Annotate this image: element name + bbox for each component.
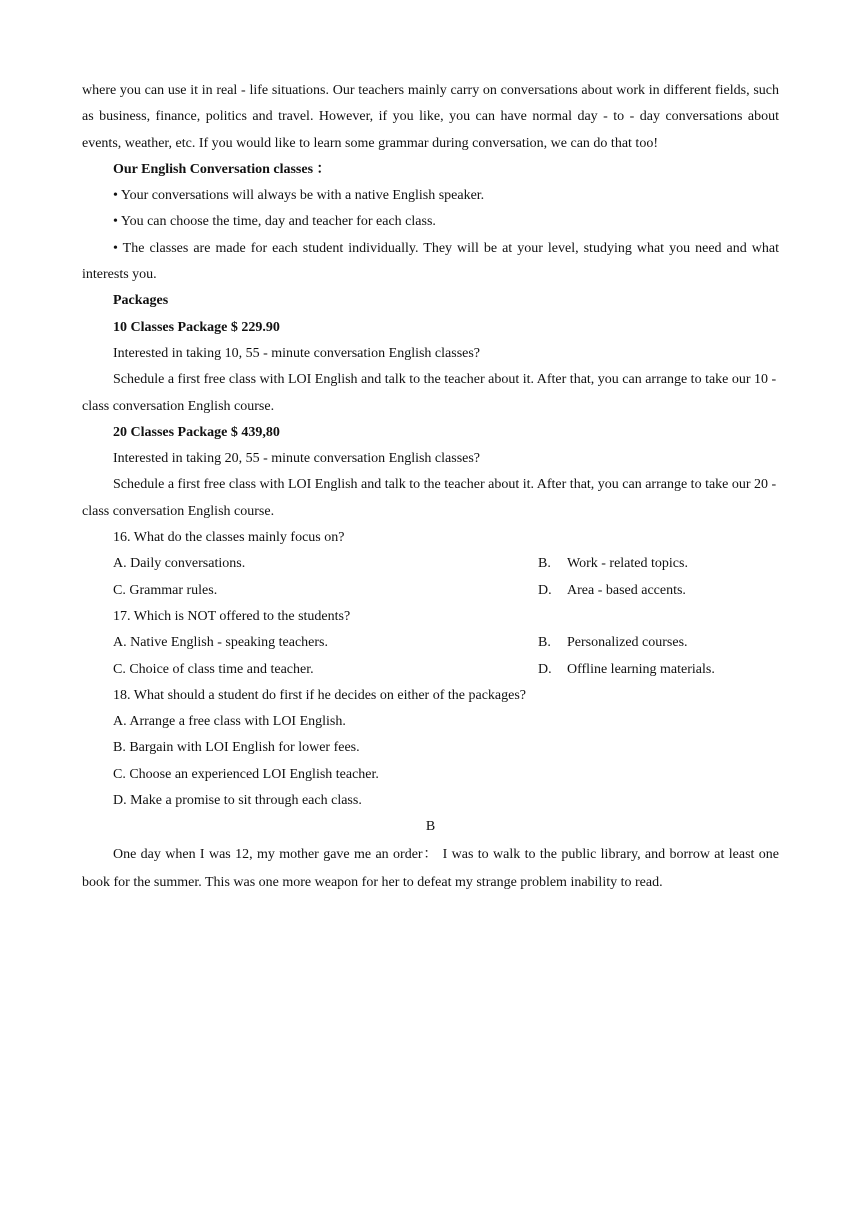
option-text: Offline learning materials.: [567, 661, 715, 677]
question-17-options-row-1: [82, 630, 779, 656]
question-16-options-row-1: [82, 551, 779, 577]
question-16-option-d: [538, 578, 686, 604]
question-17-option-d: [538, 657, 715, 683]
question-17-options-row-2: [82, 657, 779, 683]
option-text: Work - related topics.: [567, 556, 688, 572]
section-b-label: B: [425, 819, 436, 835]
option-letter: B.: [538, 556, 551, 572]
package-1-question: Interested in taking 10, 55 - minute conversation English classes?: [113, 345, 481, 361]
option-letter: D.: [538, 582, 552, 598]
classes-bullet-1: • Your conversations will always be with a native English speaker.: [113, 188, 485, 204]
question-17-option-a: A. Native English - speaking teachers.: [113, 635, 328, 651]
question-18-option-b: B. Bargain with LOI English for lower fees.: [113, 740, 360, 756]
question-17-option-c: C. Choice of class time and teacher.: [113, 661, 314, 677]
classes-bullet-2: • You can choose the time, day and teacher for each class.: [113, 214, 436, 230]
section-b-paragraph: One day when I was 12, my mother gave me an order： I was to walk to the public library, and borrow at least one book for the summer. This was one more weapon for her to defeat my strange problem inability to read.: [82, 846, 779, 890]
package-1-detail: Schedule a first free class with LOI English and talk to the teacher about it. After that, you can arrange to take our 10 - class conversation English course.: [82, 372, 777, 414]
question-16-stem: 16. What do the classes mainly focus on?: [113, 530, 345, 546]
question-18-option-a: A. Arrange a free class with LOI English.: [113, 714, 346, 730]
package-1-title: 10 Classes Package $ 229.90: [113, 319, 280, 335]
document-page: [82, 78, 779, 897]
package-2-detail: Schedule a first free class with LOI English and talk to the teacher about it. After that, you can arrange to take our 20 - class conversation English course.: [82, 477, 777, 519]
package-2-question: Interested in taking 20, 55 - minute conversation English classes?: [113, 451, 481, 467]
question-18-option-c: C. Choose an experienced LOI English teacher.: [113, 766, 379, 782]
packages-heading: Packages: [113, 293, 169, 309]
question-16-options-row-2: [82, 578, 779, 604]
question-17-stem: 17. Which is NOT offered to the students?: [113, 608, 351, 624]
question-18-stem: 18. What should a student do first if he decides on either of the packages?: [113, 687, 527, 703]
question-18-option-d: D. Make a promise to sit through each class.: [113, 793, 362, 809]
classes-bullet-3: • The classes are made for each student individually. They will be at your level, studying what you need and what interests you.: [82, 240, 779, 283]
question-16-option-c: C. Grammar rules.: [113, 582, 218, 598]
package-2-title: 20 Classes Package $ 439,80: [113, 424, 280, 440]
question-16-option-a: A. Daily conversations.: [113, 556, 246, 572]
option-text: Personalized courses.: [567, 635, 688, 651]
option-letter: B.: [538, 635, 551, 651]
classes-heading: Our English Conversation classes ：: [113, 161, 331, 177]
question-17-option-b: [538, 630, 688, 656]
option-letter: D.: [538, 661, 552, 677]
intro-paragraph: where you can use it in real - life situations. Our teachers mainly carry on conversations about work in different fields, such as business, finance, politics and travel. However, if you like, you can have normal day - to - day conversations about events, weather, etc. If you would like to learn some grammar during conversation, we can do that too!: [82, 83, 779, 151]
question-16-option-b: [538, 551, 688, 577]
option-text: Area - based accents.: [567, 582, 686, 598]
